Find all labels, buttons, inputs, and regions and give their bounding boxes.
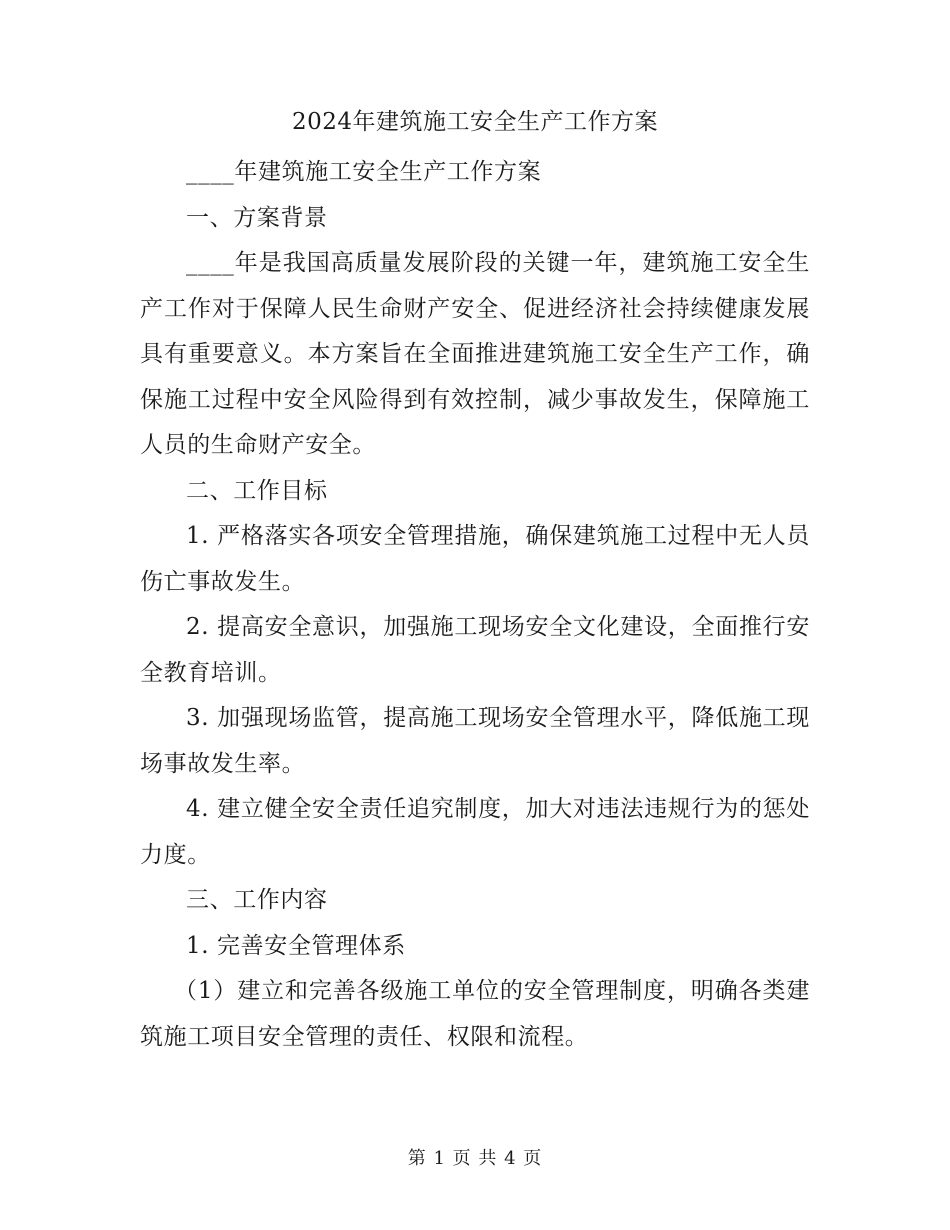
goal-item-2: 2. 提高安全意识，加强施工现场安全文化建设，全面推行安全教育培训。 [140, 614, 810, 686]
content-subitem-1: （1）建立和完善各级施工单位的安全管理制度，明确各类建筑施工项目安全管理的责任、权限和流程。 [140, 978, 810, 1050]
section-heading-content: 三、工作内容 [186, 887, 328, 913]
content-item-1: 1. 完善安全管理体系 [186, 932, 406, 959]
section-heading-background: 一、方案背景 [186, 204, 328, 231]
plan-subtitle: ____年建筑施工安全生产工作方案 [186, 159, 542, 185]
goal-item-3: 3. 加强现场监管，提高施工现场安全管理水平，降低施工现场事故发生率。 [140, 705, 810, 777]
goal-item-1: 1. 严格落实各项安全管理措施，确保建筑施工过程中无人员伤亡事故发生。 [140, 523, 810, 595]
document-body [140, 150, 810, 1060]
section-heading-goals: 二、工作目标 [186, 477, 328, 504]
background-paragraph: ____年是我国高质量发展阶段的关键一年，建筑施工安全生产工作对于保障人民生命财产安全、促进经济社会持续健康发展具有重要意义。本方案旨在全面推进建筑施工安全生产工作，确保施工过程中安全风险得到有效控制，减少事故发生，保障施工人员的生命财产安全。 [140, 250, 810, 458]
goal-item-4: 4. 建立健全安全责任追究制度，加大对违法违规行为的惩处力度。 [140, 796, 810, 868]
document-title: 2024年建筑施工安全生产工作方案 [291, 109, 659, 135]
page-number-footer: 第 1 页 共 4 页 [407, 1148, 543, 1169]
